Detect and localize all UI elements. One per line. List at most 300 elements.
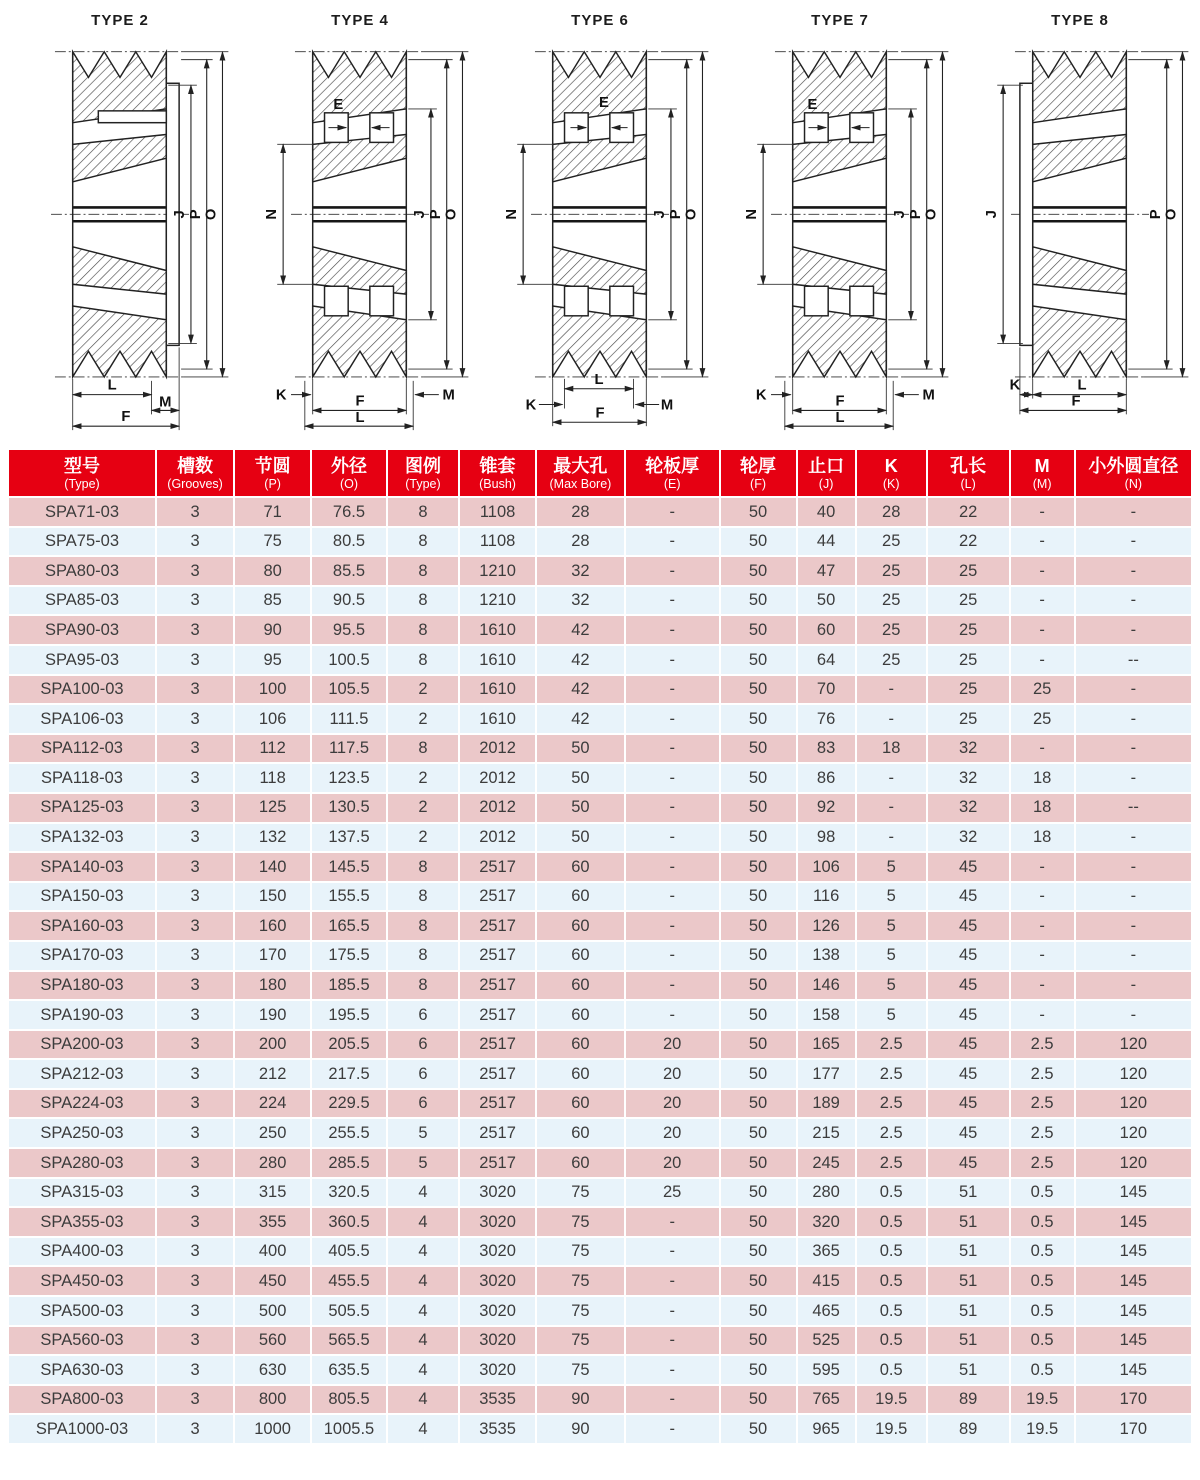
table-cell: 2 [387, 704, 459, 734]
table-cell: 3 [156, 1118, 234, 1148]
table-cell: 45 [927, 1089, 1010, 1119]
column-header: 最大孔 (Max Bore) [536, 449, 625, 497]
table-row [8, 1355, 1192, 1385]
table-cell: 2517 [459, 882, 536, 912]
table-cell: 20 [625, 1030, 720, 1060]
table-row [8, 882, 1192, 912]
table-cell: - [625, 675, 720, 705]
table-cell: 3 [156, 793, 234, 823]
table-cell: 2.5 [1010, 1030, 1075, 1060]
table-cell: 50 [720, 1178, 797, 1208]
table-cell: - [625, 497, 720, 527]
table-cell: 51 [927, 1296, 1010, 1326]
table-cell: 2.5 [856, 1030, 927, 1060]
table-cell: 25 [1010, 675, 1075, 705]
table-cell: 5 [856, 882, 927, 912]
table-cell: 50 [720, 852, 797, 882]
table-row [8, 1207, 1192, 1237]
dim-label-k: K [525, 397, 537, 414]
table-cell: 3535 [459, 1385, 536, 1415]
table-cell: 215 [797, 1118, 856, 1148]
table-cell: 150 [234, 882, 311, 912]
table-cell: 120 [1075, 1030, 1192, 1060]
table-cell: 120 [1075, 1148, 1192, 1178]
table-cell: 50 [720, 497, 797, 527]
dim-label-p: P [187, 209, 204, 220]
dim-label-e: E [599, 94, 609, 111]
table-cell: 51 [927, 1178, 1010, 1208]
table-row [8, 941, 1192, 971]
table-cell: 138 [797, 941, 856, 971]
table-cell: 3 [156, 1385, 234, 1415]
table-cell: - [625, 1237, 720, 1267]
table-cell: 2517 [459, 941, 536, 971]
table-cell: - [1010, 882, 1075, 912]
table-cell: 320.5 [311, 1178, 387, 1208]
table-row [8, 527, 1192, 557]
dim-label-m: M [442, 387, 455, 404]
dim-label-o: O [923, 208, 940, 221]
table-cell: SPA500-03 [8, 1296, 156, 1326]
table-cell: 245 [797, 1148, 856, 1178]
table-cell: 2517 [459, 1030, 536, 1060]
table-cell: - [1075, 941, 1192, 971]
table-cell: 25 [927, 586, 1010, 616]
dim-label-k: K [1009, 377, 1021, 394]
table-cell: 8 [387, 882, 459, 912]
table-cell: 22 [927, 527, 1010, 557]
dim-label-f: F [355, 393, 365, 410]
table-cell: 2.5 [856, 1148, 927, 1178]
table-cell: 2.5 [1010, 1118, 1075, 1148]
table-cell: 50 [720, 882, 797, 912]
table-cell: - [1010, 645, 1075, 675]
table-cell: - [1075, 556, 1192, 586]
pulley-figure-type-8 [960, 2, 1200, 438]
table-cell: 50 [720, 556, 797, 586]
table-cell: 3020 [459, 1355, 536, 1385]
table-cell: 25 [927, 556, 1010, 586]
table-cell: 50 [720, 645, 797, 675]
pulley-figure-type-7 [720, 2, 960, 438]
table-cell: 19.5 [1010, 1414, 1075, 1444]
table-cell: - [1075, 823, 1192, 853]
table-row [8, 615, 1192, 645]
table-cell: 250 [234, 1118, 311, 1148]
table-cell: SPA355-03 [8, 1207, 156, 1237]
table-cell: - [1010, 911, 1075, 941]
table-cell: 180 [234, 971, 311, 1001]
table-cell: 51 [927, 1326, 1010, 1356]
table-cell: 45 [927, 882, 1010, 912]
table-cell: 280 [797, 1178, 856, 1208]
table-cell: 8 [387, 911, 459, 941]
table-cell: 560 [234, 1326, 311, 1356]
table-cell: SPA170-03 [8, 941, 156, 971]
table-cell: 50 [720, 1296, 797, 1326]
dim-label-j: J [892, 210, 909, 219]
table-cell: 1108 [459, 527, 536, 557]
column-header: 锥套 (Bush) [459, 449, 536, 497]
table-cell: 3 [156, 1296, 234, 1326]
dim-label-l: L [107, 377, 117, 394]
table-cell: 2012 [459, 793, 536, 823]
table-cell: 60 [536, 1118, 625, 1148]
table-cell: 140 [234, 852, 311, 882]
table-cell: SPA140-03 [8, 852, 156, 882]
table-cell: 75 [536, 1326, 625, 1356]
table-cell: 3 [156, 882, 234, 912]
table-row [8, 734, 1192, 764]
dim-label-o: O [443, 208, 460, 221]
pulley-figure-type-6 [480, 2, 720, 438]
table-cell: 45 [927, 1000, 1010, 1030]
table-cell: - [1075, 704, 1192, 734]
table-cell: 50 [720, 1414, 797, 1444]
table-cell: 3 [156, 1414, 234, 1444]
drawing-title-type-7: TYPE 7 [811, 12, 869, 29]
table-cell: 60 [536, 882, 625, 912]
dim-label-o: O [203, 208, 220, 221]
table-cell: 320 [797, 1207, 856, 1237]
table-cell: 3020 [459, 1178, 536, 1208]
table-cell: SPA95-03 [8, 645, 156, 675]
table-cell: 89 [927, 1414, 1010, 1444]
table-cell: SPA190-03 [8, 1000, 156, 1030]
dim-label-p: P [427, 209, 444, 220]
dim-label-f: F [1071, 393, 1081, 410]
table-cell: 170 [234, 941, 311, 971]
table-cell: - [625, 971, 720, 1001]
table-cell: - [1010, 497, 1075, 527]
table-cell: 106 [234, 704, 311, 734]
table-cell: 90.5 [311, 586, 387, 616]
table-cell: 25 [625, 1178, 720, 1208]
table-cell: 50 [720, 1207, 797, 1237]
table-cell: - [625, 1207, 720, 1237]
table-cell: 25 [927, 645, 1010, 675]
table-cell: 44 [797, 527, 856, 557]
table-cell: 42 [536, 645, 625, 675]
drawing-title-type-6: TYPE 6 [571, 12, 629, 29]
table-cell: 1610 [459, 704, 536, 734]
table-cell: 170 [1075, 1385, 1192, 1415]
table-cell: 60 [536, 1059, 625, 1089]
table-cell: 120 [1075, 1089, 1192, 1119]
table-cell: 3 [156, 1207, 234, 1237]
table-cell: 25 [927, 615, 1010, 645]
table-cell: 126 [797, 911, 856, 941]
table-cell: - [625, 793, 720, 823]
table-cell: 1210 [459, 586, 536, 616]
table-cell: 3 [156, 497, 234, 527]
table-cell: - [1075, 911, 1192, 941]
table-row [8, 1266, 1192, 1296]
table-cell: 25 [927, 704, 1010, 734]
column-header: 小外圆直径 (N) [1075, 449, 1192, 497]
dim-label-m: M [660, 397, 674, 414]
table-cell: 75 [536, 1237, 625, 1267]
table-cell: 90 [536, 1414, 625, 1444]
table-cell: 145 [1075, 1207, 1192, 1237]
table-cell: SPA71-03 [8, 497, 156, 527]
table-cell: - [1010, 556, 1075, 586]
table-cell: 170 [1075, 1414, 1192, 1444]
table-cell: 5 [856, 971, 927, 1001]
table-cell: 45 [927, 911, 1010, 941]
table-cell: 0.5 [856, 1296, 927, 1326]
table-row [8, 704, 1192, 734]
table-cell: 224 [234, 1089, 311, 1119]
table-cell: - [1075, 527, 1192, 557]
table-cell: 50 [720, 1030, 797, 1060]
dimension-labels [984, 209, 1179, 410]
table-cell: 50 [536, 793, 625, 823]
column-header: 孔长 (L) [927, 449, 1010, 497]
drawing-title-type-4: TYPE 4 [331, 12, 389, 29]
table-cell: - [1075, 734, 1192, 764]
dim-label-l: L [835, 410, 845, 427]
table-cell: 50 [536, 734, 625, 764]
table-cell: 45 [927, 1118, 1010, 1148]
table-cell: - [625, 1385, 720, 1415]
table-cell: 51 [927, 1355, 1010, 1385]
table-cell: 2517 [459, 911, 536, 941]
dim-label-j: J [652, 210, 669, 219]
table-cell: - [1010, 941, 1075, 971]
table-cell: 3 [156, 911, 234, 941]
table-cell: - [625, 1000, 720, 1030]
table-cell: - [625, 763, 720, 793]
table-cell: 455.5 [311, 1266, 387, 1296]
table-row [8, 1414, 1192, 1444]
table-row [8, 911, 1192, 941]
dim-label-l: L [1077, 377, 1087, 394]
table-cell: 355 [234, 1207, 311, 1237]
table-cell: SPA800-03 [8, 1385, 156, 1415]
table-cell: 525 [797, 1326, 856, 1356]
table-cell: 2 [387, 823, 459, 853]
table-cell: 255.5 [311, 1118, 387, 1148]
table-cell: 32 [927, 763, 1010, 793]
flange-plate [1020, 83, 1033, 345]
table-cell: 2.5 [856, 1059, 927, 1089]
table-cell: 229.5 [311, 1089, 387, 1119]
table-cell: 50 [720, 1266, 797, 1296]
table-cell: - [856, 823, 927, 853]
table-cell: 2517 [459, 1118, 536, 1148]
table-cell: 0.5 [856, 1178, 927, 1208]
table-cell: 2517 [459, 971, 536, 1001]
column-header: 轮厚 (F) [720, 449, 797, 497]
table-cell: 76 [797, 704, 856, 734]
table-cell: - [1075, 615, 1192, 645]
table-cell: - [856, 704, 927, 734]
table-cell: 100 [234, 675, 311, 705]
table-cell: 42 [536, 675, 625, 705]
table-cell: 75 [234, 527, 311, 557]
dim-label-o: O [1163, 208, 1180, 221]
table-cell: 25 [856, 645, 927, 675]
table-cell: -- [1075, 793, 1192, 823]
table-cell: 1610 [459, 615, 536, 645]
table-cell: 165.5 [311, 911, 387, 941]
table-row [8, 1385, 1192, 1415]
dim-label-m: M [159, 394, 172, 411]
table-cell: 400 [234, 1237, 311, 1267]
table-cell: 50 [720, 971, 797, 1001]
table-cell: 145 [1075, 1355, 1192, 1385]
table-cell: 50 [536, 823, 625, 853]
table-cell: 2012 [459, 734, 536, 764]
table-row [8, 556, 1192, 586]
table-cell: 4 [387, 1178, 459, 1208]
table-cell: 155.5 [311, 882, 387, 912]
pulley-drawing-type-6 [482, 34, 718, 438]
table-cell: SPA630-03 [8, 1355, 156, 1385]
table-cell: 116 [797, 882, 856, 912]
table-cell: 60 [536, 1030, 625, 1060]
table-cell: 2517 [459, 1000, 536, 1030]
table-cell: 50 [720, 734, 797, 764]
table-cell: 60 [536, 1000, 625, 1030]
table-cell: 3 [156, 675, 234, 705]
table-cell: - [1010, 971, 1075, 1001]
table-cell: 2.5 [856, 1089, 927, 1119]
table-cell: 1610 [459, 645, 536, 675]
table-cell: 500 [234, 1296, 311, 1326]
table-cell: 0.5 [1010, 1207, 1075, 1237]
table-cell: 111.5 [311, 704, 387, 734]
table-cell: - [625, 734, 720, 764]
table-cell: 45 [927, 1030, 1010, 1060]
table-cell: 2517 [459, 852, 536, 882]
header-row [8, 449, 1192, 497]
table-cell: SPA1000-03 [8, 1414, 156, 1444]
table-cell: 40 [797, 497, 856, 527]
dim-label-f: F [835, 393, 845, 410]
table-cell: 118 [234, 763, 311, 793]
table-cell: SPA125-03 [8, 793, 156, 823]
table-cell: 50 [720, 586, 797, 616]
table-cell: 51 [927, 1266, 1010, 1296]
table-cell: 0.5 [856, 1355, 927, 1385]
table-cell: - [625, 527, 720, 557]
table-cell: 50 [720, 1118, 797, 1148]
table-row [8, 1030, 1192, 1060]
table-cell: 25 [927, 675, 1010, 705]
table-cell: 2012 [459, 823, 536, 853]
table-cell: 132 [234, 823, 311, 853]
table-row [8, 1237, 1192, 1267]
table-cell: 4 [387, 1355, 459, 1385]
table-cell: 5 [856, 911, 927, 941]
table-cell: 3 [156, 1266, 234, 1296]
table-cell: 2 [387, 675, 459, 705]
table-cell: 8 [387, 615, 459, 645]
table-cell: 70 [797, 675, 856, 705]
table-row [8, 1000, 1192, 1030]
table-cell: 25 [856, 527, 927, 557]
table-cell: 90 [536, 1385, 625, 1415]
table-cell: 8 [387, 852, 459, 882]
dim-label-j: J [412, 210, 429, 219]
table-cell: 165 [797, 1030, 856, 1060]
table-cell: 45 [927, 1148, 1010, 1178]
table-cell: 4 [387, 1414, 459, 1444]
table-cell: 50 [797, 586, 856, 616]
table-cell: 3 [156, 1148, 234, 1178]
table-cell: 75 [536, 1266, 625, 1296]
column-header: 槽数 (Grooves) [156, 449, 234, 497]
dim-label-f: F [121, 409, 131, 426]
table-cell: - [1010, 615, 1075, 645]
dim-label-k: K [755, 387, 767, 404]
table-cell: 80 [234, 556, 311, 586]
table-cell: 3020 [459, 1296, 536, 1326]
table-cell: 365 [797, 1237, 856, 1267]
table-cell: 630 [234, 1355, 311, 1385]
table-cell: 189 [797, 1089, 856, 1119]
table-cell: 6 [387, 1089, 459, 1119]
table-row [8, 586, 1192, 616]
table-cell: SPA560-03 [8, 1326, 156, 1356]
table-cell: 3 [156, 734, 234, 764]
table-cell: 0.5 [1010, 1266, 1075, 1296]
table-cell: 185.5 [311, 971, 387, 1001]
table-cell: 19.5 [856, 1414, 927, 1444]
table-cell: SPA90-03 [8, 615, 156, 645]
table-cell: 3 [156, 1000, 234, 1030]
table-cell: 50 [720, 1385, 797, 1415]
table-cell: - [1075, 971, 1192, 1001]
table-cell: 1000 [234, 1414, 311, 1444]
table-cell: 19.5 [1010, 1385, 1075, 1415]
table-cell: 89 [927, 1385, 1010, 1415]
table-cell: - [1010, 586, 1075, 616]
table-cell: - [625, 1326, 720, 1356]
table-cell: - [625, 556, 720, 586]
pulley-drawing-type-7 [722, 34, 958, 438]
table-cell: 5 [856, 852, 927, 882]
table-cell: 190 [234, 1000, 311, 1030]
table-cell: 50 [720, 793, 797, 823]
table-cell: 130.5 [311, 793, 387, 823]
table-cell: 505.5 [311, 1296, 387, 1326]
table-cell: 3 [156, 852, 234, 882]
table-row [8, 1296, 1192, 1326]
table-cell: 8 [387, 645, 459, 675]
table-row [8, 852, 1192, 882]
table-cell: 50 [720, 527, 797, 557]
table-cell: 18 [1010, 793, 1075, 823]
table-cell: 158 [797, 1000, 856, 1030]
table-cell: 805.5 [311, 1385, 387, 1415]
table-cell: - [1075, 497, 1192, 527]
table-cell: 32 [536, 556, 625, 586]
table-cell: 117.5 [311, 734, 387, 764]
table-cell: 95.5 [311, 615, 387, 645]
table-cell: 25 [1010, 704, 1075, 734]
table-cell: SPA450-03 [8, 1266, 156, 1296]
table-cell: 2.5 [1010, 1059, 1075, 1089]
spec-table [7, 448, 1193, 1445]
column-header: 型号 (Type) [8, 449, 156, 497]
table-cell: 3 [156, 1059, 234, 1089]
table-row [8, 971, 1192, 1001]
table-cell: SPA400-03 [8, 1237, 156, 1267]
table-cell: 106 [797, 852, 856, 882]
